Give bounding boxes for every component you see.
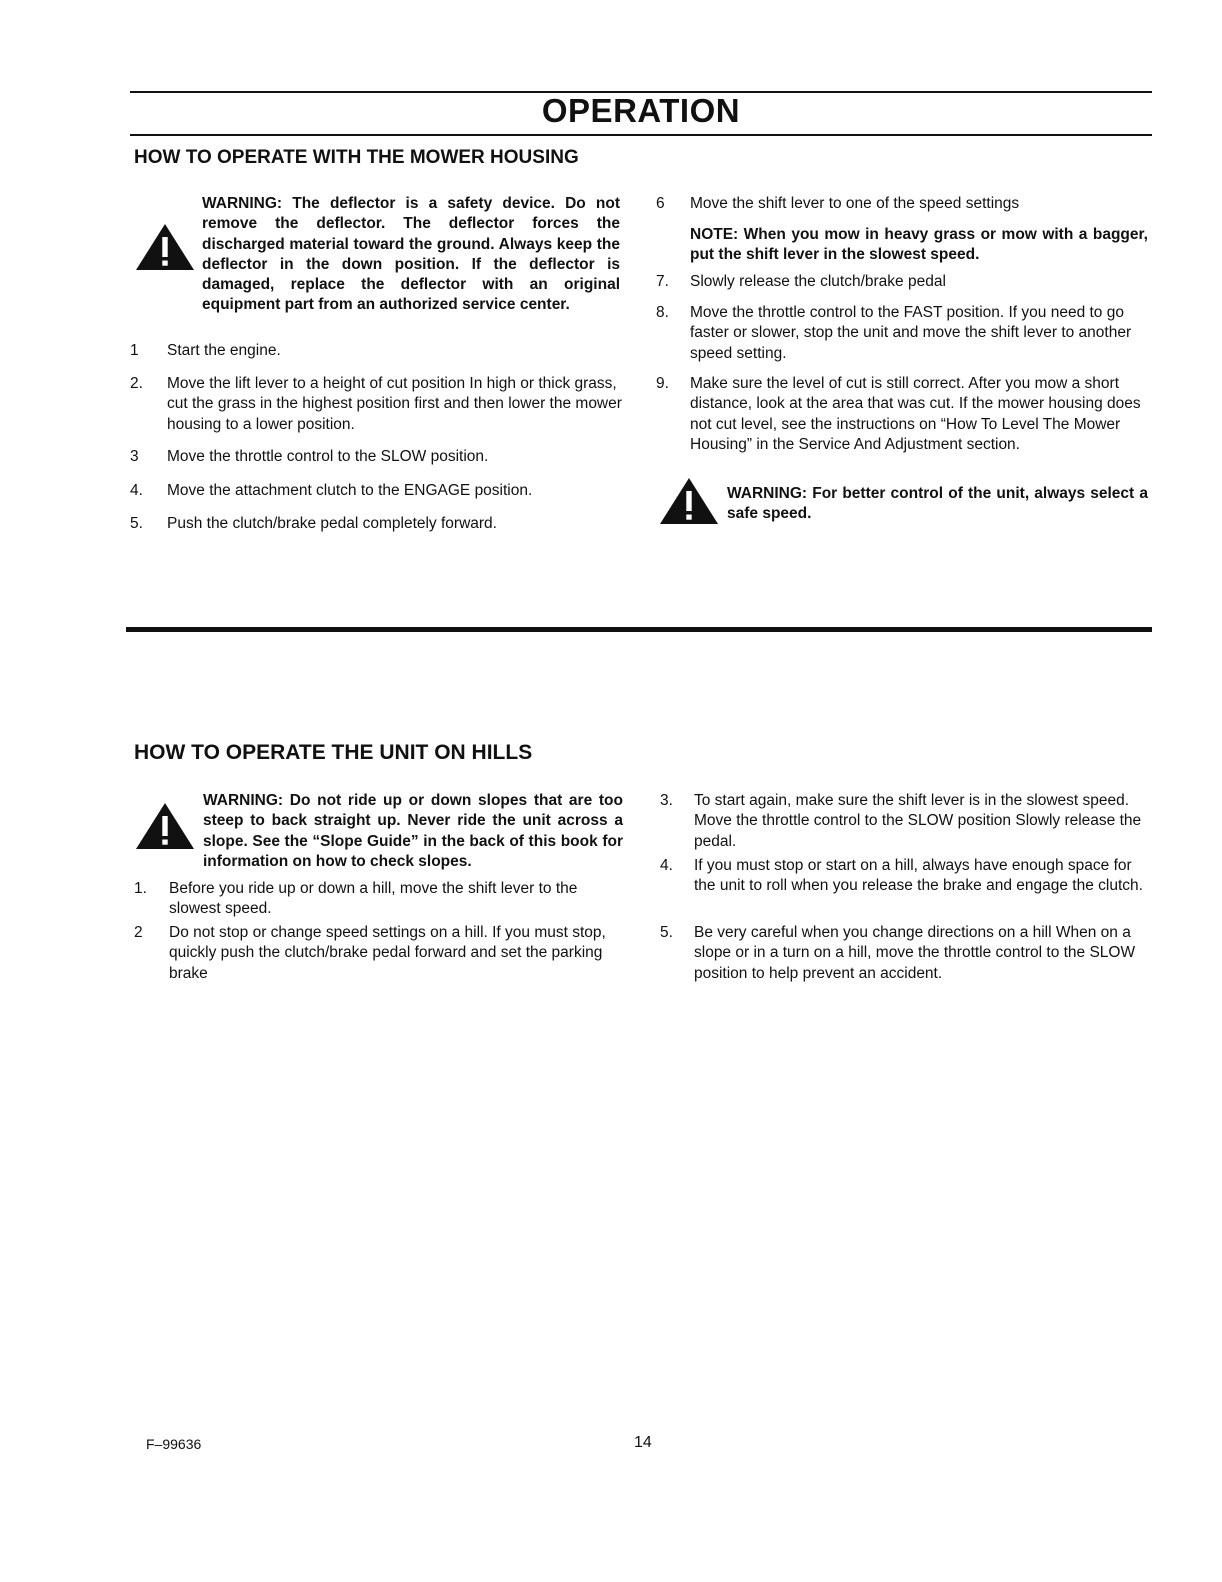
step-text: Move the throttle control to the FAST position. If you need to go faster or slower, stop the unit and move the shift lever to another speed setting. (690, 304, 1132, 362)
step-number: 1. (134, 880, 147, 897)
step-number: 8. (656, 304, 669, 321)
step-text: Make sure the level of cut is still correct. After you mow a short distance, look at the area that was cut. If the mower housing does not cut level, see the instructions on “How To Level The Mower Housing” in the Service And Adjustment section. (690, 375, 1141, 453)
page-title: OPERATION (541, 92, 741, 129)
step-text: If you must stop or start on a hill, always have enough space for the unit to roll when you release the brake and engage the clutch. (694, 857, 1143, 895)
step-number: 2. (130, 375, 143, 392)
bagger-note: NOTE: When you mow in heavy grass or mow with a bagger, put the shift lever in the slowest speed. (690, 226, 1148, 263)
header-bottom-rule (130, 134, 1152, 136)
step-number: 2 (134, 924, 143, 941)
step-number: 4. (660, 857, 673, 874)
step-number: 7. (656, 273, 669, 290)
step-number: 6 (656, 195, 665, 212)
page-number: 14 (634, 1434, 652, 1451)
section-heading-hills: HOW TO OPERATE THE UNIT ON HILLS (134, 741, 533, 764)
step-number: 3. (660, 792, 673, 809)
step-text: Slowly release the clutch/brake pedal (690, 273, 946, 290)
section-divider (126, 627, 1152, 632)
step-text: Move the shift lever to one of the speed settings (690, 195, 1020, 212)
step-text: Start the engine. (167, 342, 281, 359)
step-number: 4. (130, 482, 143, 499)
warning-triangle-icon (134, 222, 196, 272)
step-number: 1 (130, 342, 139, 359)
step-text: Be very careful when you change directions on a hill When on a slope or in a turn on a hill, move the throttle control to the SLOW position to help prevent an accident. (694, 924, 1136, 982)
step-number: 5. (660, 924, 673, 941)
step-text: Do not stop or change speed settings on a hill. If you must stop, quickly push the clutch/brake pedal forward and set the parking brake (169, 924, 606, 982)
step-number: 3 (130, 448, 139, 465)
deflector-warning: WARNING: The deflector is a safety device. Do not remove the deflector. The deflector forces the discharged material toward the ground. Always keep the deflector in the down position. If the deflector is damaged, replace the deflector with an original equipment part from an authorized service center. (202, 195, 620, 314)
step-number: 5. (130, 515, 143, 532)
safe-speed-warning: WARNING: For better control of the unit, always select a safe speed. (727, 485, 1148, 523)
footer-code: F–99636 (146, 1436, 202, 1452)
step-text: Before you ride up or down a hill, move the shift lever to the slowest speed. (169, 880, 578, 918)
step-text: Push the clutch/brake pedal completely forward. (167, 515, 497, 532)
section-heading-mower-housing: HOW TO OPERATE WITH THE MOWER HOUSING (134, 147, 579, 168)
step-text: To start again, make sure the shift lever is in the slowest speed. Move the throttle control to the SLOW position Slowly release the pedal. (694, 792, 1142, 850)
step-text: Move the throttle control to the SLOW position. (167, 448, 489, 465)
step-number: 9. (656, 375, 669, 392)
warning-triangle-icon (134, 801, 196, 851)
step-text: Move the attachment clutch to the ENGAGE position. (167, 482, 533, 499)
step-text: Move the lift lever to a height of cut position In high or thick grass, cut the grass in the highest position first and then lower the mower housing to a lower position. (167, 375, 622, 433)
warning-triangle-icon (658, 476, 720, 526)
slope-warning: WARNING: Do not ride up or down slopes that are too steep to back straight up. Never ride the unit across a slope. See the “Slope Guide” in the back of this book for information on how to check slopes. (203, 792, 623, 870)
